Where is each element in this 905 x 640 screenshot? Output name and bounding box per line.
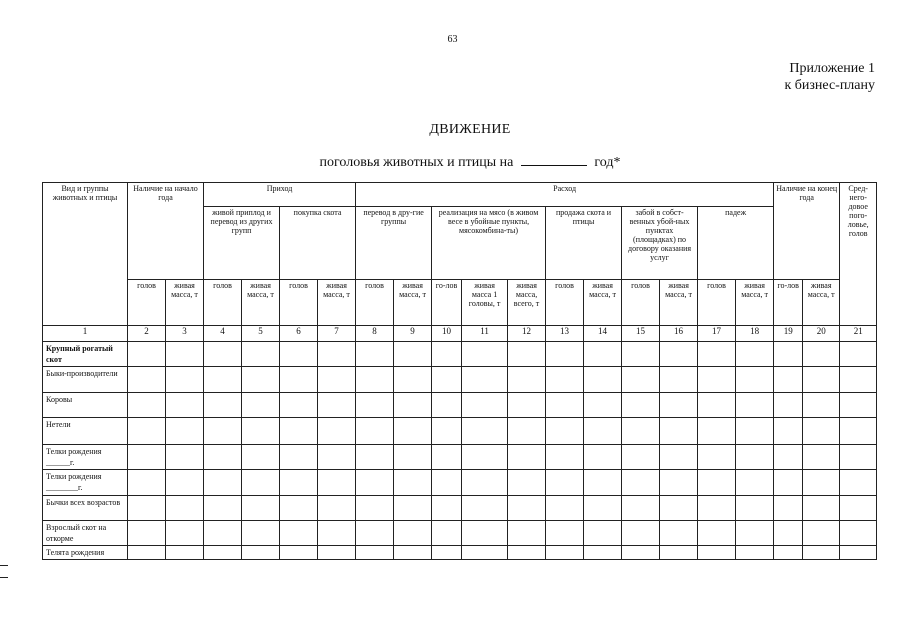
livestock-movement-table xyxy=(42,182,877,560)
data-cell[interactable] xyxy=(698,546,736,560)
data-cell[interactable] xyxy=(128,470,166,496)
data-cell[interactable] xyxy=(840,496,877,521)
column-number: 10 xyxy=(432,326,462,342)
data-cell[interactable] xyxy=(546,342,584,367)
data-cell[interactable] xyxy=(508,521,546,546)
header-unit: живая масса, т xyxy=(584,280,622,326)
data-cell[interactable] xyxy=(204,470,242,496)
data-cell[interactable] xyxy=(660,342,698,367)
data-cell[interactable] xyxy=(803,546,840,560)
column-number: 1 xyxy=(43,326,128,342)
data-cell[interactable] xyxy=(242,445,280,470)
page-number: 63 xyxy=(447,34,458,45)
data-cell[interactable] xyxy=(698,342,736,367)
data-cell[interactable] xyxy=(546,470,584,496)
data-cell[interactable] xyxy=(736,418,774,445)
table-row xyxy=(43,496,877,521)
data-cell[interactable] xyxy=(128,393,166,418)
data-cell[interactable] xyxy=(462,521,508,546)
table-row xyxy=(43,367,877,393)
data-cell[interactable] xyxy=(356,367,394,393)
data-cell[interactable] xyxy=(462,470,508,496)
data-cell[interactable] xyxy=(242,496,280,521)
data-cell[interactable] xyxy=(622,445,660,470)
data-cell[interactable] xyxy=(803,342,840,367)
column-number: 13 xyxy=(546,326,584,342)
data-cell[interactable] xyxy=(584,445,622,470)
header-average-headcount: Сред-него-довое пого-ловье, голов xyxy=(840,183,877,326)
data-cell[interactable] xyxy=(803,470,840,496)
data-cell[interactable] xyxy=(774,367,803,393)
row-label: Нетели xyxy=(43,418,128,445)
table-row xyxy=(43,418,877,445)
header-unit: голов xyxy=(280,280,318,326)
data-cell[interactable] xyxy=(318,342,356,367)
data-cell[interactable] xyxy=(622,367,660,393)
data-cell[interactable] xyxy=(204,342,242,367)
data-cell[interactable] xyxy=(840,418,877,445)
header-income-group: покупка скота xyxy=(280,207,356,280)
column-number: 11 xyxy=(462,326,508,342)
data-cell[interactable] xyxy=(128,367,166,393)
data-cell[interactable] xyxy=(584,418,622,445)
data-cell[interactable] xyxy=(356,521,394,546)
data-cell[interactable] xyxy=(318,367,356,393)
data-cell[interactable] xyxy=(128,546,166,560)
subtitle-prefix: поголовья животных и птицы на xyxy=(319,155,514,170)
table-row xyxy=(43,393,877,418)
data-cell[interactable] xyxy=(622,521,660,546)
data-cell[interactable] xyxy=(774,418,803,445)
data-cell[interactable] xyxy=(736,445,774,470)
data-cell[interactable] xyxy=(128,342,166,367)
data-cell[interactable] xyxy=(166,367,204,393)
data-cell[interactable] xyxy=(204,496,242,521)
data-cell[interactable] xyxy=(318,470,356,496)
data-cell[interactable] xyxy=(318,418,356,445)
header-unit: голов xyxy=(546,280,584,326)
appendix-line-1: Приложение 1 xyxy=(789,61,875,76)
data-cell[interactable] xyxy=(432,546,462,560)
data-cell[interactable] xyxy=(698,445,736,470)
data-cell[interactable] xyxy=(622,418,660,445)
data-cell[interactable] xyxy=(432,521,462,546)
column-number: 17 xyxy=(698,326,736,342)
data-cell[interactable] xyxy=(462,367,508,393)
subtitle-suffix: год* xyxy=(594,155,621,170)
data-cell[interactable] xyxy=(432,367,462,393)
data-cell[interactable] xyxy=(356,470,394,496)
row-label: Взрослый скот на откорме xyxy=(43,521,128,546)
header-unit: голов xyxy=(698,280,736,326)
data-cell[interactable] xyxy=(736,546,774,560)
appendix-note xyxy=(784,60,875,94)
column-number: 15 xyxy=(622,326,660,342)
data-cell[interactable] xyxy=(242,367,280,393)
data-cell[interactable] xyxy=(584,367,622,393)
data-cell[interactable] xyxy=(242,418,280,445)
data-cell[interactable] xyxy=(432,418,462,445)
data-cell[interactable] xyxy=(698,470,736,496)
data-cell[interactable] xyxy=(280,521,318,546)
data-cell[interactable] xyxy=(736,393,774,418)
data-cell[interactable] xyxy=(546,546,584,560)
data-cell[interactable] xyxy=(736,496,774,521)
data-cell[interactable] xyxy=(394,546,432,560)
data-cell[interactable] xyxy=(660,418,698,445)
margin-mark xyxy=(0,577,8,578)
row-label: Быки-производители xyxy=(43,367,128,393)
data-cell[interactable] xyxy=(128,496,166,521)
data-cell[interactable] xyxy=(508,470,546,496)
data-cell[interactable] xyxy=(462,546,508,560)
data-cell[interactable] xyxy=(462,393,508,418)
data-cell[interactable] xyxy=(840,367,877,393)
data-cell[interactable] xyxy=(356,445,394,470)
data-cell[interactable] xyxy=(840,445,877,470)
data-cell[interactable] xyxy=(584,521,622,546)
data-cell[interactable] xyxy=(462,496,508,521)
header-expense-group: продажа скота и птицы xyxy=(546,207,622,280)
data-cell[interactable] xyxy=(546,445,584,470)
table-body xyxy=(43,342,877,560)
header-unit: живая масса, т xyxy=(166,280,204,326)
data-cell[interactable] xyxy=(660,496,698,521)
data-cell[interactable] xyxy=(660,367,698,393)
data-cell[interactable] xyxy=(584,546,622,560)
row-label: Телки рождения ________г. xyxy=(43,470,128,496)
data-cell[interactable] xyxy=(584,342,622,367)
data-cell[interactable] xyxy=(774,521,803,546)
data-cell[interactable] xyxy=(803,521,840,546)
data-cell[interactable] xyxy=(584,496,622,521)
data-cell[interactable] xyxy=(280,470,318,496)
data-cell[interactable] xyxy=(166,470,204,496)
data-cell[interactable] xyxy=(546,393,584,418)
data-cell[interactable] xyxy=(803,367,840,393)
data-cell[interactable] xyxy=(204,546,242,560)
data-cell[interactable] xyxy=(318,445,356,470)
header-unit: живая масса, т xyxy=(318,280,356,326)
data-cell[interactable] xyxy=(280,418,318,445)
data-cell[interactable] xyxy=(166,418,204,445)
column-number: 6 xyxy=(280,326,318,342)
data-cell[interactable] xyxy=(840,546,877,560)
data-cell[interactable] xyxy=(803,496,840,521)
data-cell[interactable] xyxy=(318,496,356,521)
table-row xyxy=(43,546,877,560)
data-cell[interactable] xyxy=(432,445,462,470)
header-unit: живая масса, всего, т xyxy=(508,280,546,326)
header-expense-group: реализация на мясо (в живом весе в убойные пункты, мясокомбина-ты) xyxy=(432,207,546,280)
column-number: 4 xyxy=(204,326,242,342)
column-number: 19 xyxy=(774,326,803,342)
header-expense-group: падеж xyxy=(698,207,774,280)
header-start-of-year: Наличие на начало года xyxy=(128,183,204,280)
data-cell[interactable] xyxy=(736,367,774,393)
data-cell[interactable] xyxy=(546,521,584,546)
data-cell[interactable] xyxy=(242,521,280,546)
data-cell[interactable] xyxy=(242,546,280,560)
data-cell[interactable] xyxy=(803,418,840,445)
data-cell[interactable] xyxy=(166,445,204,470)
data-cell[interactable] xyxy=(462,418,508,445)
data-cell[interactable] xyxy=(508,342,546,367)
data-cell[interactable] xyxy=(242,393,280,418)
data-cell[interactable] xyxy=(803,445,840,470)
header-species: Вид и группы животных и птицы xyxy=(43,183,128,326)
row-label: Бычки всех возрастов xyxy=(43,496,128,521)
data-cell[interactable] xyxy=(774,546,803,560)
data-cell[interactable] xyxy=(204,521,242,546)
data-cell[interactable] xyxy=(432,342,462,367)
data-cell[interactable] xyxy=(698,496,736,521)
data-cell[interactable] xyxy=(660,393,698,418)
data-cell[interactable] xyxy=(356,546,394,560)
row-label: Телята рождения xyxy=(43,546,128,560)
data-cell[interactable] xyxy=(546,418,584,445)
margin-mark xyxy=(0,565,8,566)
data-cell[interactable] xyxy=(736,521,774,546)
data-cell[interactable] xyxy=(840,342,877,367)
data-cell[interactable] xyxy=(432,470,462,496)
data-cell[interactable] xyxy=(774,470,803,496)
data-cell[interactable] xyxy=(432,496,462,521)
data-cell[interactable] xyxy=(660,546,698,560)
data-cell[interactable] xyxy=(774,445,803,470)
data-cell[interactable] xyxy=(242,470,280,496)
data-cell[interactable] xyxy=(774,393,803,418)
data-cell[interactable] xyxy=(394,496,432,521)
data-cell[interactable] xyxy=(660,521,698,546)
table-row xyxy=(43,445,877,470)
data-cell[interactable] xyxy=(356,418,394,445)
data-cell[interactable] xyxy=(394,342,432,367)
data-cell[interactable] xyxy=(318,521,356,546)
row-label: Телки рождения ______г. xyxy=(43,445,128,470)
data-cell[interactable] xyxy=(698,521,736,546)
data-cell[interactable] xyxy=(546,367,584,393)
table-row xyxy=(43,342,877,367)
data-cell[interactable] xyxy=(660,445,698,470)
data-cell[interactable] xyxy=(698,393,736,418)
data-cell[interactable] xyxy=(394,367,432,393)
data-cell[interactable] xyxy=(698,418,736,445)
header-expense: Расход xyxy=(356,183,774,207)
header-unit: живая масса, т xyxy=(736,280,774,326)
data-cell[interactable] xyxy=(622,470,660,496)
column-number: 12 xyxy=(508,326,546,342)
header-unit: го-лов xyxy=(432,280,462,326)
header-unit: голов xyxy=(128,280,166,326)
data-cell[interactable] xyxy=(204,367,242,393)
data-cell[interactable] xyxy=(166,496,204,521)
header-expense-group: перевод в дру-гие группы xyxy=(356,207,432,280)
column-number: 18 xyxy=(736,326,774,342)
header-end-of-year: Наличие на конец года xyxy=(774,183,840,280)
data-cell[interactable] xyxy=(280,393,318,418)
data-cell[interactable] xyxy=(508,546,546,560)
data-cell[interactable] xyxy=(204,445,242,470)
data-cell[interactable] xyxy=(508,445,546,470)
row-label: Коровы xyxy=(43,393,128,418)
row-label: Крупный рогатый скот xyxy=(43,342,128,367)
data-cell[interactable] xyxy=(356,393,394,418)
column-number: 14 xyxy=(584,326,622,342)
data-cell[interactable] xyxy=(356,496,394,521)
data-cell[interactable] xyxy=(774,496,803,521)
data-cell[interactable] xyxy=(318,393,356,418)
header-unit: голов xyxy=(204,280,242,326)
data-cell[interactable] xyxy=(508,496,546,521)
data-cell[interactable] xyxy=(508,393,546,418)
data-cell[interactable] xyxy=(660,470,698,496)
year-blank xyxy=(521,154,587,166)
column-number: 16 xyxy=(660,326,698,342)
data-cell[interactable] xyxy=(840,393,877,418)
data-cell[interactable] xyxy=(394,445,432,470)
table-row xyxy=(43,470,877,496)
data-cell[interactable] xyxy=(698,367,736,393)
data-cell[interactable] xyxy=(166,546,204,560)
data-cell[interactable] xyxy=(280,445,318,470)
header-income-group: живой приплод и перевод из других групп xyxy=(204,207,280,280)
data-cell[interactable] xyxy=(280,546,318,560)
column-number: 8 xyxy=(356,326,394,342)
data-cell[interactable] xyxy=(508,367,546,393)
data-cell[interactable] xyxy=(840,470,877,496)
data-cell[interactable] xyxy=(736,342,774,367)
document-title: ДВИЖЕНИЕ xyxy=(429,122,511,137)
data-cell[interactable] xyxy=(622,342,660,367)
column-number: 9 xyxy=(394,326,432,342)
document-subtitle xyxy=(0,154,905,171)
data-cell[interactable] xyxy=(394,521,432,546)
data-cell[interactable] xyxy=(462,445,508,470)
data-cell[interactable] xyxy=(204,418,242,445)
header-unit: живая масса, т xyxy=(242,280,280,326)
appendix-line-2: к бизнес-плану xyxy=(784,78,875,93)
data-cell[interactable] xyxy=(128,418,166,445)
data-cell[interactable] xyxy=(394,393,432,418)
data-cell[interactable] xyxy=(204,393,242,418)
data-cell[interactable] xyxy=(508,418,546,445)
header-unit: живая масса, т xyxy=(660,280,698,326)
data-cell[interactable] xyxy=(394,470,432,496)
data-cell[interactable] xyxy=(803,393,840,418)
data-cell[interactable] xyxy=(356,342,394,367)
data-cell[interactable] xyxy=(462,342,508,367)
header-unit: живая масса, т xyxy=(394,280,432,326)
data-cell[interactable] xyxy=(280,342,318,367)
column-number: 3 xyxy=(166,326,204,342)
column-number: 21 xyxy=(840,326,877,342)
data-cell[interactable] xyxy=(394,418,432,445)
data-cell[interactable] xyxy=(280,496,318,521)
data-cell[interactable] xyxy=(166,521,204,546)
data-cell[interactable] xyxy=(242,342,280,367)
header-income: Приход xyxy=(204,183,356,207)
data-cell[interactable] xyxy=(546,496,584,521)
data-cell[interactable] xyxy=(584,393,622,418)
column-number: 5 xyxy=(242,326,280,342)
table-row xyxy=(43,521,877,546)
data-cell[interactable] xyxy=(166,342,204,367)
header-unit: голов xyxy=(356,280,394,326)
column-number: 7 xyxy=(318,326,356,342)
data-cell[interactable] xyxy=(622,546,660,560)
data-cell[interactable] xyxy=(622,393,660,418)
data-cell[interactable] xyxy=(840,521,877,546)
column-number: 20 xyxy=(803,326,840,342)
data-cell[interactable] xyxy=(622,496,660,521)
data-cell[interactable] xyxy=(128,445,166,470)
header-expense-group: забой в собст-венных убой-ных пунктах (площадках) по договору оказания услуг xyxy=(622,207,698,280)
data-cell[interactable] xyxy=(318,546,356,560)
data-cell[interactable] xyxy=(166,393,204,418)
data-cell[interactable] xyxy=(736,470,774,496)
header-unit-end-mass: живая масса, т xyxy=(803,280,840,326)
data-cell[interactable] xyxy=(432,393,462,418)
header-unit: живая масса 1 головы, т xyxy=(462,280,508,326)
data-cell[interactable] xyxy=(128,521,166,546)
header-unit: голов xyxy=(622,280,660,326)
data-cell[interactable] xyxy=(774,342,803,367)
movement-table-wrapper xyxy=(42,182,877,560)
header-unit-end-head: го-лов xyxy=(774,280,803,326)
column-number: 2 xyxy=(128,326,166,342)
column-number-row xyxy=(43,326,877,342)
data-cell[interactable] xyxy=(280,367,318,393)
data-cell[interactable] xyxy=(584,470,622,496)
